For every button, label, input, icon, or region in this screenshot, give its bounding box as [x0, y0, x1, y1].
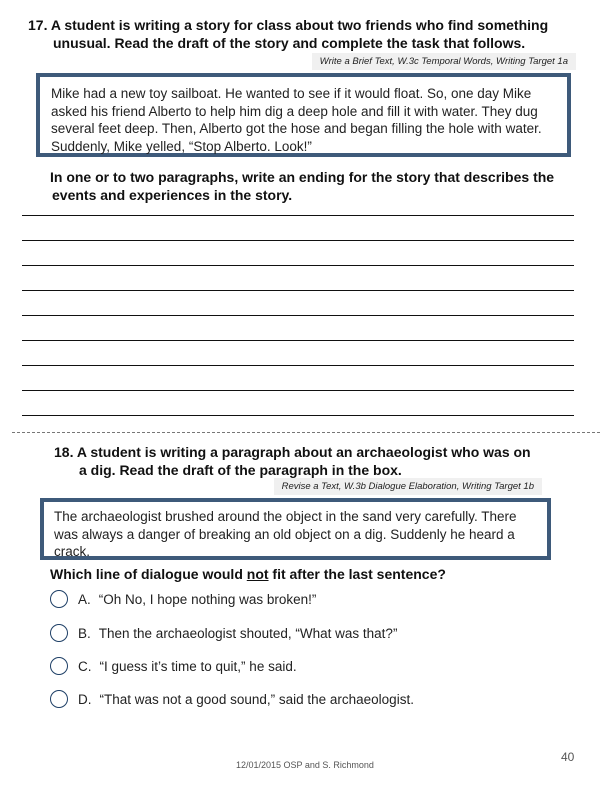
- q17-passage-line: Suddenly, Mike yelled, “Stop Alberto. Look!”: [51, 138, 312, 154]
- q18-title-line2: a dig. Read the draft of the paragraph in the box.: [79, 462, 402, 478]
- footer-credit: 12/01/2015 OSP and S. Richmond: [236, 760, 374, 770]
- q18-passage-line: The archaeologist brushed around the object in the sand very carefully. There: [54, 509, 517, 524]
- q18-number: 18.: [54, 444, 74, 460]
- option-c[interactable]: [50, 655, 297, 677]
- option-text: “That was not a good sound,” said the archaeologist.: [99, 691, 414, 707]
- section-divider: [12, 432, 600, 433]
- option-letter: B.: [78, 625, 91, 641]
- option-d[interactable]: [50, 688, 414, 710]
- q17-title: [28, 16, 588, 52]
- answer-line-8[interactable]: [22, 390, 574, 391]
- q18-passage-box: [40, 498, 551, 560]
- answer-line-2[interactable]: [22, 240, 574, 241]
- answer-line-3[interactable]: [22, 265, 574, 266]
- q18-passage-line: crack.: [54, 544, 91, 559]
- option-a[interactable]: [50, 588, 316, 610]
- q17-passage-line: Mike had a new toy sailboat. He wanted to see if it would float. So, one day Mike: [51, 86, 532, 101]
- answer-line-4[interactable]: [22, 290, 574, 291]
- q17-title-line1: A student is writing a story for class about two friends who find something: [50, 17, 549, 33]
- q17-passage-line: several feet deep. Then, Alberto got the hose and began filling the hole with water.: [51, 121, 542, 136]
- q17-number: 17.: [28, 17, 48, 33]
- option-text: “Oh No, I hope nothing was broken!”: [98, 591, 317, 607]
- radio-circle-icon[interactable]: [50, 624, 68, 642]
- q18-passage-line: was always a danger of breaking an old object on a dig. Suddenly he heard a: [54, 526, 515, 542]
- q17-passage-box: [36, 73, 571, 157]
- option-text: Then the archaeologist shouted, “What was that?”: [98, 625, 398, 641]
- answer-line-9[interactable]: [22, 415, 574, 416]
- q17-standard-tag: Write a Brief Text, W.3c Temporal Words, Writing Target 1a: [312, 53, 576, 70]
- q18-title-line1: A student is writing a paragraph about an archaeologist who was on: [76, 444, 531, 460]
- q18-question: [50, 565, 590, 583]
- option-letter: D.: [78, 691, 92, 707]
- radio-circle-icon[interactable]: [50, 657, 68, 675]
- option-text: “I guess it’s time to quit,” he said.: [99, 658, 297, 674]
- q18-title: [54, 443, 584, 479]
- option-letter: A.: [78, 591, 91, 607]
- radio-circle-icon[interactable]: [50, 590, 68, 608]
- q18-question-emphasis: not: [246, 566, 269, 582]
- q17-title-line2: unusual. Read the draft of the story and complete the task that follows.: [53, 35, 526, 51]
- q18-question-after: fit after the last sentence?: [268, 566, 446, 582]
- page-number: 40: [561, 750, 575, 764]
- q17-prompt-line2: events and experiences in the story.: [52, 187, 293, 203]
- q17-passage-line: asked his friend Alberto to help him dig a deep hole and fill it with water. They dug: [51, 103, 538, 119]
- q18-standard-tag: Revise a Text, W.3b Dialogue Elaboration, Writing Target 1b: [274, 478, 542, 495]
- option-letter: C.: [78, 658, 92, 674]
- q18-question-before: Which line of dialogue would: [50, 566, 247, 582]
- q17-prompt: [50, 168, 590, 204]
- q17-prompt-line1: In one or to two paragraphs, write an ending for the story that describes the: [50, 169, 555, 185]
- radio-circle-icon[interactable]: [50, 690, 68, 708]
- answer-line-7[interactable]: [22, 365, 574, 366]
- answer-line-5[interactable]: [22, 315, 574, 316]
- answer-line-6[interactable]: [22, 340, 574, 341]
- answer-line-1[interactable]: [22, 215, 574, 216]
- option-b[interactable]: [50, 622, 397, 644]
